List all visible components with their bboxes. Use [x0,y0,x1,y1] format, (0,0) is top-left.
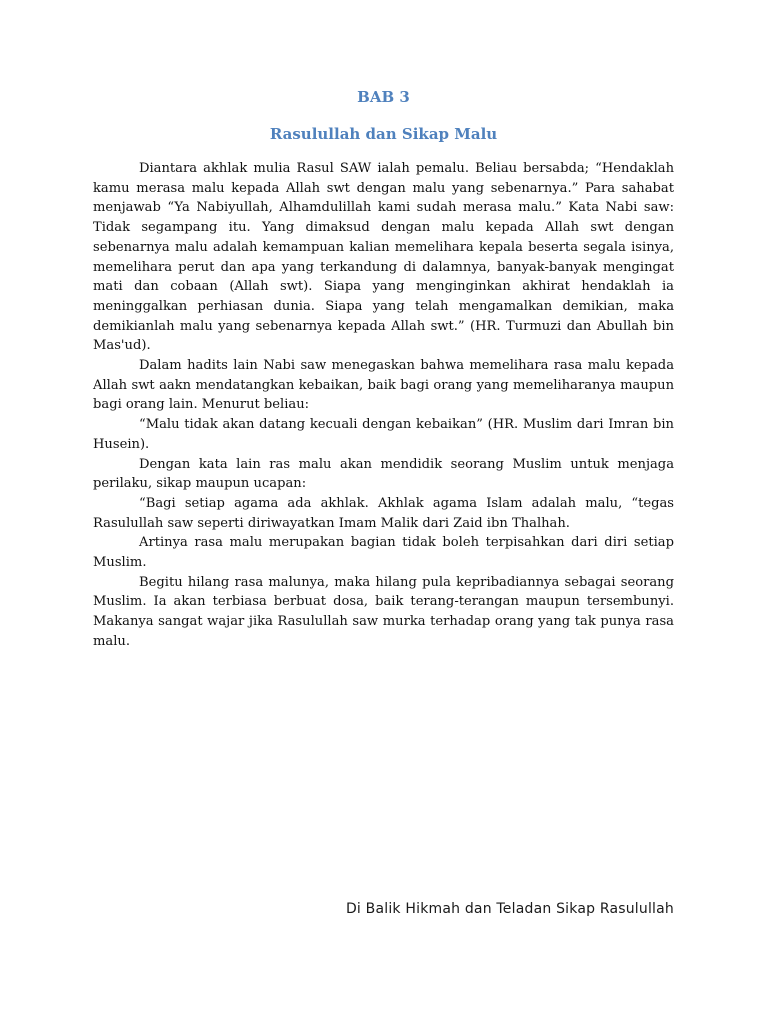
page-footer: Di Balik Hikmah dan Teladan Sikap Rasulullah [345,901,674,917]
paragraph: Diantara akhlak mulia Rasul SAW ialah pemalu. Beliau bersabda; “Hendaklah kamu merasa malu kepada Allah swt dengan malu yang sebenarnya.” Para sahabat menjawab “Ya Nabiyullah, Alhamdulillah kami sudah merasa malu.” Kata Nabi saw: Tidak segampang itu. Yang dimaksud dengan malu kepada Allah swt dengan sebenarnya malu adalah kemampuan kalian memelihara kepala beserta segala isinya, memelihara perut dan apa yang terkandung di dalamnya, banyak-banyak mengingat mati dan cobaan (Allah swt). Siapa yang menginginkan akhirat hendaklah ia meninggalkan perhiasan dunia. Siapa yang telah mengamalkan demikian, maka demikianlah malu yang sebenarnya kepada Allah swt.” (HR. Turmuzi dan Abullah bin Mas'ud). [93,161,674,354]
paragraph: Begitu hilang rasa malunya, maka hilang pula kepribadiannya sebagai seorang Muslim. Ia akan terbiasa berbuat dosa, baik terang-terangan maupun tersembunyi. Makanya sangat wajar jika Rasulullah saw murka terhadap orang yang tak punya rasa malu. [93,574,674,649]
paragraph: “Bagi setiap agama ada akhlak. Akhlak agama Islam adalah malu, “tegas Rasulullah saw seperti diriwayatkan Imam Malik dari Zaid ibn Thalhah. [93,495,674,531]
paragraph: Dengan kata lain ras malu akan mendidik seorang Muslim untuk menjaga perilaku, sikap maupun ucapan: [93,456,674,492]
paragraph: Dalam hadits lain Nabi saw menegaskan bahwa memelihara rasa malu kepada Allah swt aakn mendatangkan kebaikan, baik bagi orang yang memeliharanya maupun bagi orang lain. Menurut beliau: [93,358,674,413]
document-page [93,0,674,1024]
chapter-title: Rasulullah dan Sikap Malu [269,125,498,143]
paragraph: “Malu tidak akan datang kecuali dengan kebaikan” (HR. Muslim dari Imran bin Husein). [93,417,674,452]
body-text [93,159,674,652]
paragraph: Artinya rasa malu merupakan bagian tidak boleh terpisahkan dari diri setiap Muslim. [93,535,674,571]
chapter-heading: BAB 3 [357,88,410,106]
